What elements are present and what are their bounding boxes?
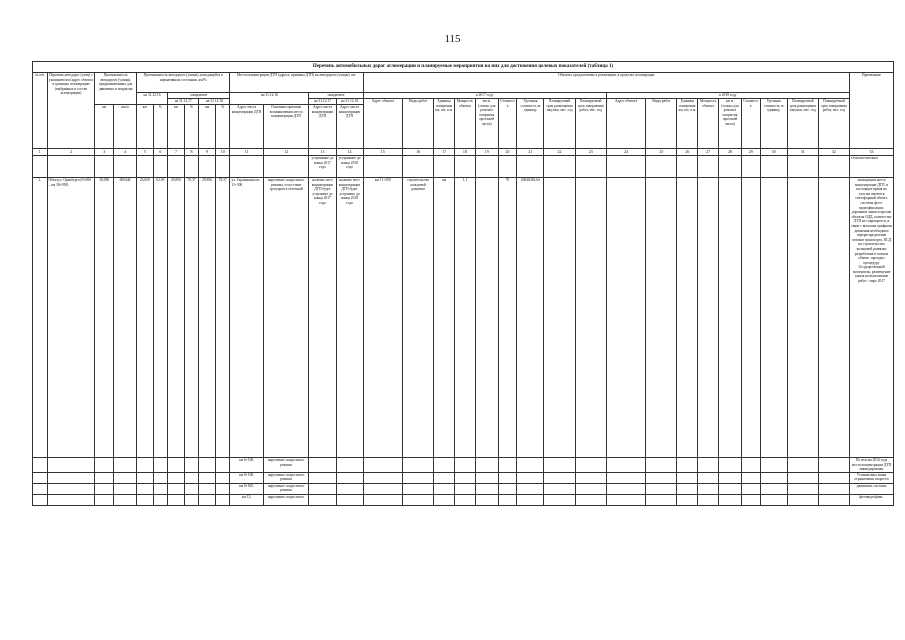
table-row [33,494,894,505]
obj18-plan2: Планируемый срок завершения работ, мес. год [818,99,849,149]
obj18-works: Виды работ [646,99,677,149]
unit-7: км [168,105,185,149]
obj-addr: км 11+500 [363,178,403,458]
col-num-header: № п/п [33,73,48,149]
sub-location: км 8+100, [230,472,263,483]
colnum: 9 [199,149,216,156]
colnum: 17 [434,149,455,156]
obj18-km: км м. (только для ремонта покрытия проезжей части) [719,99,742,149]
dtp-reason: нарушение скоростного режима, отсутствие тротуаров в отчетный [263,178,309,458]
colnum: 32 [818,149,849,156]
road-len2: 609440 [114,178,137,458]
unit-5: км [136,105,153,149]
sub-note: фотовидеофикс. [850,494,894,505]
colnum: 6 [153,149,168,156]
v6: 62,09 [153,178,168,458]
column-numbers-row [33,149,894,156]
unit-8: % [184,105,199,149]
v5: 23,650 [136,178,153,458]
colnum: 11 [230,149,263,156]
page-number: 115 [444,33,461,45]
dtp-2016: на 31.12.16 [230,93,309,105]
obj17-power: Мощность объекта [455,99,476,149]
col-note-header: Примечание [850,73,894,149]
sub-reason: нарушение скоростного режима [263,472,309,483]
colnum: 30 [760,149,787,156]
colnum: 25 [646,149,677,156]
colnum: 31 [787,149,818,156]
dtp-2018: на 31.12.18 [336,99,363,105]
colnum: 14 [336,149,363,156]
obj18-plan1: Планируемый срок размещения закупки, мес. год [787,99,818,149]
obj17-km: км м. (только для ремонта покрытия проезжей части) [475,99,498,149]
sub-note: движения, системы [850,483,894,494]
colnum: 18 [455,149,476,156]
obj17-ucost: Удельная стоимость за единицу [517,99,544,149]
colnum: 7 [168,149,185,156]
obj-power: 1,1 [455,178,476,458]
colnum: 10 [215,149,230,156]
col-objects-header: Объекты, предлагаемые к реализации, в пределах агломерации [363,73,849,93]
dtp-addr-18: Адрес места концентрации ДТП [336,105,363,149]
table-row [33,458,894,473]
colnum: 24 [606,149,646,156]
dtp-addr-17: Адрес места концентрации ДТП [309,105,336,149]
sub-location: км 13, [230,494,263,505]
dtp-cause: Основные причины возникновения места концентрации ДТП [263,105,309,149]
col-normative-header: Протяженность автодороги (улицы), находящейся в нормативном состоянии, км/% [136,73,230,93]
colnum: 28 [719,149,742,156]
colnum: 2 [47,149,95,156]
colnum: 33 [850,149,894,156]
obj18-addr: Адрес объекта [606,99,646,149]
unit-6: % [153,105,168,149]
obj18-unit: Единица измерения км, шт, п.м. [677,99,698,149]
colnum: 23 [575,149,606,156]
obj17-plan1: Планируемый срок размещения закупки, мес. год [544,99,575,149]
objects-2017: в 2017 году [363,93,606,99]
normative-2018: на 31.12.18 [199,99,230,105]
prev-note: технологическим [850,156,894,178]
prev-c14: устранение до конца 2018 года [336,156,363,178]
obj18-cost: Стоимость [741,99,760,149]
colnum: 16 [403,149,434,156]
sub-reason: нарушение скоростного режима [263,458,309,473]
roads-table-wrapper [32,61,894,506]
prev-c13: устранение до конца 2017 года [309,156,336,178]
sub-location: км 6+100, [230,458,263,473]
dtp-2017: на 31.12.17 [309,99,336,105]
v7: 29,850 [168,178,185,458]
v9: 29,850 [199,178,216,458]
colnum: 5 [136,149,153,156]
colnum: 20 [498,149,517,156]
table-row [33,178,894,458]
col-dtp-header: Места концентрации ДТП (адреса, причины ДТП) на автодороги (улицы), шт. [230,73,363,93]
colnum: 22 [544,149,575,156]
unit-9: км [199,105,216,149]
normative-expected: ожидаемое [168,93,230,99]
road-name: Объезд г. Оренбурга (0+000 – км 38+950) [47,178,95,458]
row-num: 2. [33,178,48,458]
obj17-cost: Стоимость [498,99,517,149]
unit-10: % [215,105,230,149]
sub-location: км 8+825, [230,483,263,494]
obj-ucost: 63636363,64 [517,178,544,458]
colnum: 1 [33,149,48,156]
colnum: 13 [309,149,336,156]
objects-2018: в 2018 году [606,93,849,99]
v8: 78,37 [184,178,199,458]
roads-table [32,61,894,506]
dtp-expected: ожидаемое [309,93,363,99]
dtp-2018-status: наличие мест концентрации ДТП будет устранено до конца 2018 года [336,178,363,458]
colnum: 19 [475,149,498,156]
obj-works: строительство кольцевой развязки [403,178,434,458]
colnum: 21 [517,149,544,156]
obj17-plan2: Планируемый срок завершения работ, мес. год [575,99,606,149]
obj17-unit: Единица измерения км, шт, п.м. [434,99,455,149]
colnum: 15 [363,149,403,156]
obj18-power: Мощность объекта [698,99,719,149]
col-length-header: Протяженность автодороги (улицы), предназначенных для движения и покрытия [95,73,137,105]
col-road-header: Перечень автодорог (улиц) с указанием км (адрес объекта в границах агломерации (выбранных в состав агломерации) [47,73,95,149]
sub-note: По итогам 2016 года места концентрации ДТП ликвидированы. [850,458,894,473]
obj18-ucost: Удельная стоимость за единицу [760,99,787,149]
table-row [33,156,894,178]
obj17-addr: Адрес объекта [363,99,403,149]
obj17-works: Виды работ [403,99,434,149]
obj-unit: км [434,178,455,458]
colnum: 29 [741,149,760,156]
sub-note: Установлены знаки ограничения скорости [850,472,894,483]
unit-b: км/м [114,105,137,149]
row-note: ликвидации места концентрации ДТП, в настоящее время на участке имеются светофорный объект, системы фото-видеофиксации, дорожные знаки и прочие объекты ОДД, количество ДТП не сокращается, в связи с высоким трафиком движения необходимо перераспределение потоков транспорта, ПСД на строительство кольцевой развязки разработана в полном объеме, проходит процедуру Государственной экспертизы, размещение заказа на выполнение работ - март 2017 [850,178,894,458]
v10: 78,37 [215,178,230,458]
unit-a: км [95,105,114,149]
normative-2017: на 31.12.17 [168,99,199,105]
table-title: Перечень автомобильных дорог агломерации и планируемые мероприятия на них для достижения целевых показателей (таблица 1) [33,62,894,73]
sub-reason: нарушение скоростного [263,494,309,505]
sub-reason: нарушение скоростного режима [263,483,309,494]
dtp-2017-status: наличие мест концентрации ДТП будет устранено до конца 2017 года [309,178,336,458]
normative-2016: на 31.12.16 [136,93,167,105]
colnum: 12 [263,149,309,156]
road-len: 38,090 [95,178,114,458]
colnum: 8 [184,149,199,156]
table-row [33,483,894,494]
colnum: 3 [95,149,114,156]
obj-cost: 70 [498,178,517,458]
colnum: 26 [677,149,698,156]
colnum: 4 [114,149,137,156]
table-row [33,472,894,483]
colnum: 27 [698,149,719,156]
dtp-addr: Адрес места концентрации ДТП [230,105,263,149]
dtp-location: ул. Гаранькина км 11+500 [230,178,263,458]
